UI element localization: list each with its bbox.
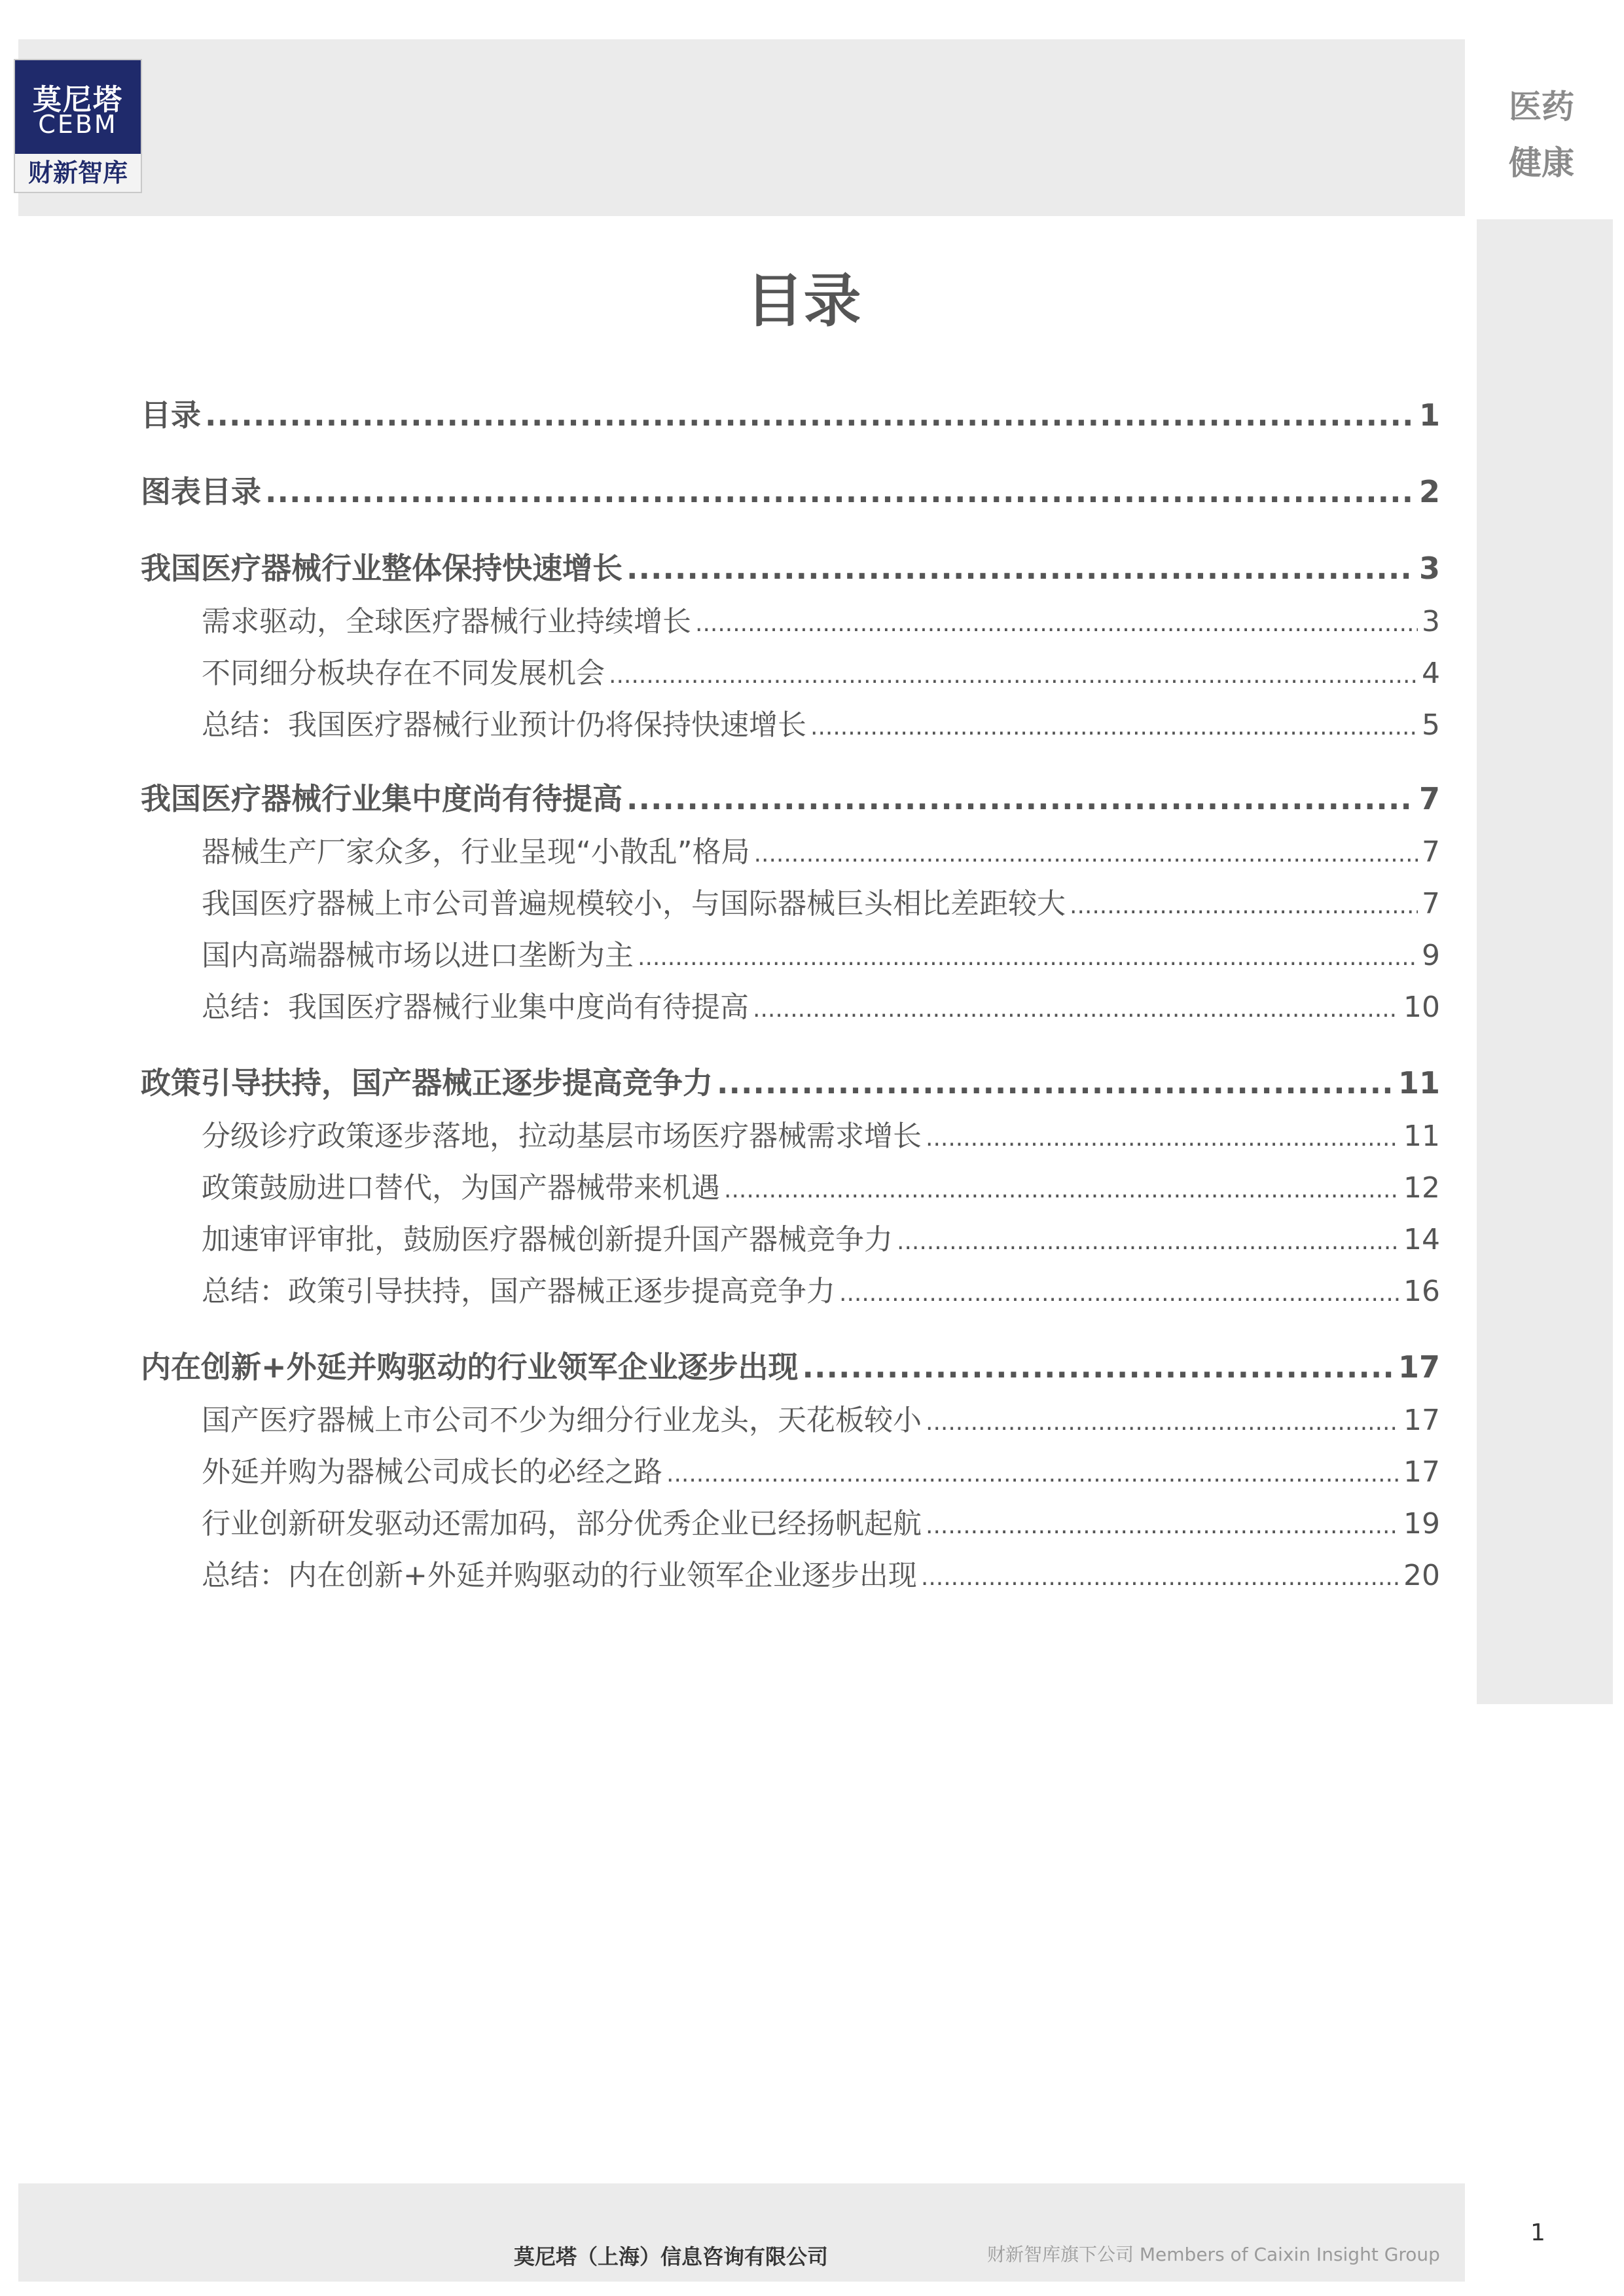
toc-leader-dots <box>754 841 1418 867</box>
toc-entry-page: 11 <box>1403 1120 1440 1153</box>
toc-entry-page: 16 <box>1403 1275 1440 1308</box>
footer-member-note: 财新智库旗下公司 Members of Caixin Insight Group <box>987 2244 1440 2265</box>
toc-entry-title: 图表目录 <box>141 474 261 509</box>
toc-leader-dots <box>205 397 1415 433</box>
toc-entry-title: 总结：内在创新+外延并购驱动的行业领军企业逐步出现 <box>202 1559 917 1592</box>
toc-entry-title: 器械生产厂家众多，行业呈现“小散乱”格局 <box>202 835 750 869</box>
toc-entry[interactable] <box>202 828 1440 870</box>
toc-leader-dots <box>626 551 1415 586</box>
toc-entry-page: 17 <box>1403 1455 1440 1489</box>
toc-entry[interactable] <box>202 1164 1440 1206</box>
toc-entry[interactable] <box>202 1552 1440 1594</box>
toc-entry-page: 12 <box>1403 1171 1440 1205</box>
toc-entry-title: 分级诊疗政策逐步落地，拉动基层市场医疗器械需求增长 <box>202 1120 922 1153</box>
toc-entry-title: 总结：我国医疗器械行业集中度尚有待提高 <box>202 991 749 1024</box>
toc-leader-dots <box>897 1228 1399 1255</box>
toc-entry-title: 加速审评审批，鼓励医疗器械创新提升国产器械竞争力 <box>202 1223 893 1256</box>
toc-entry[interactable] <box>202 701 1440 743</box>
toc-leader-dots <box>926 1512 1399 1539</box>
toc-entry-page: 20 <box>1403 1559 1440 1592</box>
toc-entry-page: 3 <box>1418 551 1440 586</box>
logo-cn-text: 莫尼塔 <box>33 83 123 117</box>
toc-entry-page: 17 <box>1398 1349 1440 1385</box>
toc-leader-dots <box>695 610 1418 637</box>
toc-entry[interactable] <box>202 983 1440 1025</box>
toc-entry-page: 11 <box>1398 1065 1440 1101</box>
toc-entry[interactable] <box>202 932 1440 974</box>
toc-entry-page: 3 <box>1422 605 1440 638</box>
toc-entry-page: 7 <box>1422 887 1440 920</box>
toc-entry[interactable] <box>202 880 1440 922</box>
toc-leader-dots <box>626 781 1415 816</box>
toc-entry[interactable] <box>202 1112 1440 1154</box>
header-band <box>18 39 1465 216</box>
toc-entry[interactable] <box>141 392 1440 435</box>
toc-entry[interactable] <box>141 545 1440 588</box>
toc-entry-page: 17 <box>1403 1404 1440 1437</box>
toc-entry-page: 19 <box>1403 1507 1440 1540</box>
footer-company-name: 莫尼塔（上海）信息咨询有限公司 <box>514 2244 829 2269</box>
toc-entry-page: 9 <box>1422 939 1440 972</box>
toc-leader-dots <box>717 1065 1394 1101</box>
toc-entry-page: 5 <box>1422 708 1440 742</box>
toc-leader-dots <box>803 1349 1394 1385</box>
toc-entry[interactable] <box>202 1500 1440 1542</box>
toc-entry-title: 内在创新+外延并购驱动的行业领军企业逐步出现 <box>141 1349 799 1385</box>
toc-entry-title: 政策鼓励进口替代，为国产器械带来机遇 <box>202 1171 720 1205</box>
section-tab-line2: 健康 <box>1509 144 1574 182</box>
section-tab <box>1476 79 1607 191</box>
toc-entry[interactable] <box>141 775 1440 818</box>
toc-entry-title: 国内高端器械市场以进口垄断为主 <box>202 939 634 972</box>
toc-entry-page: 4 <box>1422 657 1440 690</box>
cebm-logo <box>14 59 142 193</box>
toc-leader-dots <box>638 944 1418 971</box>
page-title: 目录 <box>746 267 861 335</box>
toc-entry-page: 1 <box>1418 397 1440 433</box>
toc-entry-title: 总结：我国医疗器械行业预计仍将保持快速增长 <box>202 708 806 742</box>
toc-entry-title: 总结：政策引导扶持，国产器械正逐步提高竞争力 <box>202 1275 835 1308</box>
toc-entry[interactable] <box>141 1059 1440 1102</box>
toc-leader-dots <box>666 1461 1399 1487</box>
page-number: 1 <box>1530 2219 1545 2246</box>
toc-entry-title: 我国医疗器械上市公司普遍规模较小，与国际器械巨头相比差距较大 <box>202 887 1066 920</box>
toc-entry-title: 目录 <box>141 397 201 433</box>
toc-entry-title: 外延并购为器械公司成长的必经之路 <box>202 1455 662 1489</box>
toc-entry[interactable] <box>141 468 1440 511</box>
toc-entry-page: 10 <box>1403 991 1440 1024</box>
sidebar-band <box>1477 219 1613 1704</box>
toc-leader-dots <box>810 714 1418 740</box>
logo-en-text: CEBM <box>38 110 118 139</box>
toc-leader-dots <box>926 1125 1399 1152</box>
toc-leader-dots <box>265 474 1415 509</box>
toc-leader-dots <box>839 1280 1399 1307</box>
toc-entry[interactable] <box>202 649 1440 691</box>
toc-leader-dots <box>921 1564 1399 1591</box>
toc-leader-dots <box>1070 892 1418 919</box>
toc-leader-dots <box>753 996 1399 1023</box>
toc-entry-title: 不同细分板块存在不同发展机会 <box>202 657 605 690</box>
toc-entry-title: 需求驱动，全球医疗器械行业持续增长 <box>202 605 691 638</box>
toc-leader-dots <box>926 1409 1399 1436</box>
toc-entry-title: 行业创新研发驱动还需加码，部分优秀企业已经扬帆起航 <box>202 1507 922 1540</box>
toc-entry-title: 国产医疗器械上市公司不少为细分行业龙头，天花板较小 <box>202 1404 922 1437</box>
toc-entry[interactable] <box>202 1396 1440 1438</box>
toc-leader-dots <box>609 662 1418 689</box>
toc-entry[interactable] <box>202 1448 1440 1490</box>
toc-entry-title: 我国医疗器械行业集中度尚有待提高 <box>141 781 623 816</box>
toc-entry[interactable] <box>202 598 1440 640</box>
toc-entry-title: 我国医疗器械行业整体保持快速增长 <box>141 551 623 586</box>
toc-leader-dots <box>724 1176 1399 1203</box>
logo-sub-text: 财新智库 <box>15 154 141 192</box>
toc-entry[interactable] <box>141 1343 1440 1387</box>
toc-entry-page: 7 <box>1418 781 1440 816</box>
toc-entry[interactable] <box>202 1216 1440 1258</box>
section-tab-line1: 医药 <box>1509 88 1574 126</box>
logo-top <box>15 60 141 154</box>
toc-entry-page: 2 <box>1418 474 1440 509</box>
toc-entry-page: 7 <box>1422 835 1440 869</box>
toc-entry-title: 政策引导扶持，国产器械正逐步提高竞争力 <box>141 1065 713 1101</box>
toc-entry[interactable] <box>202 1267 1440 1309</box>
toc-entry-page: 14 <box>1403 1223 1440 1256</box>
